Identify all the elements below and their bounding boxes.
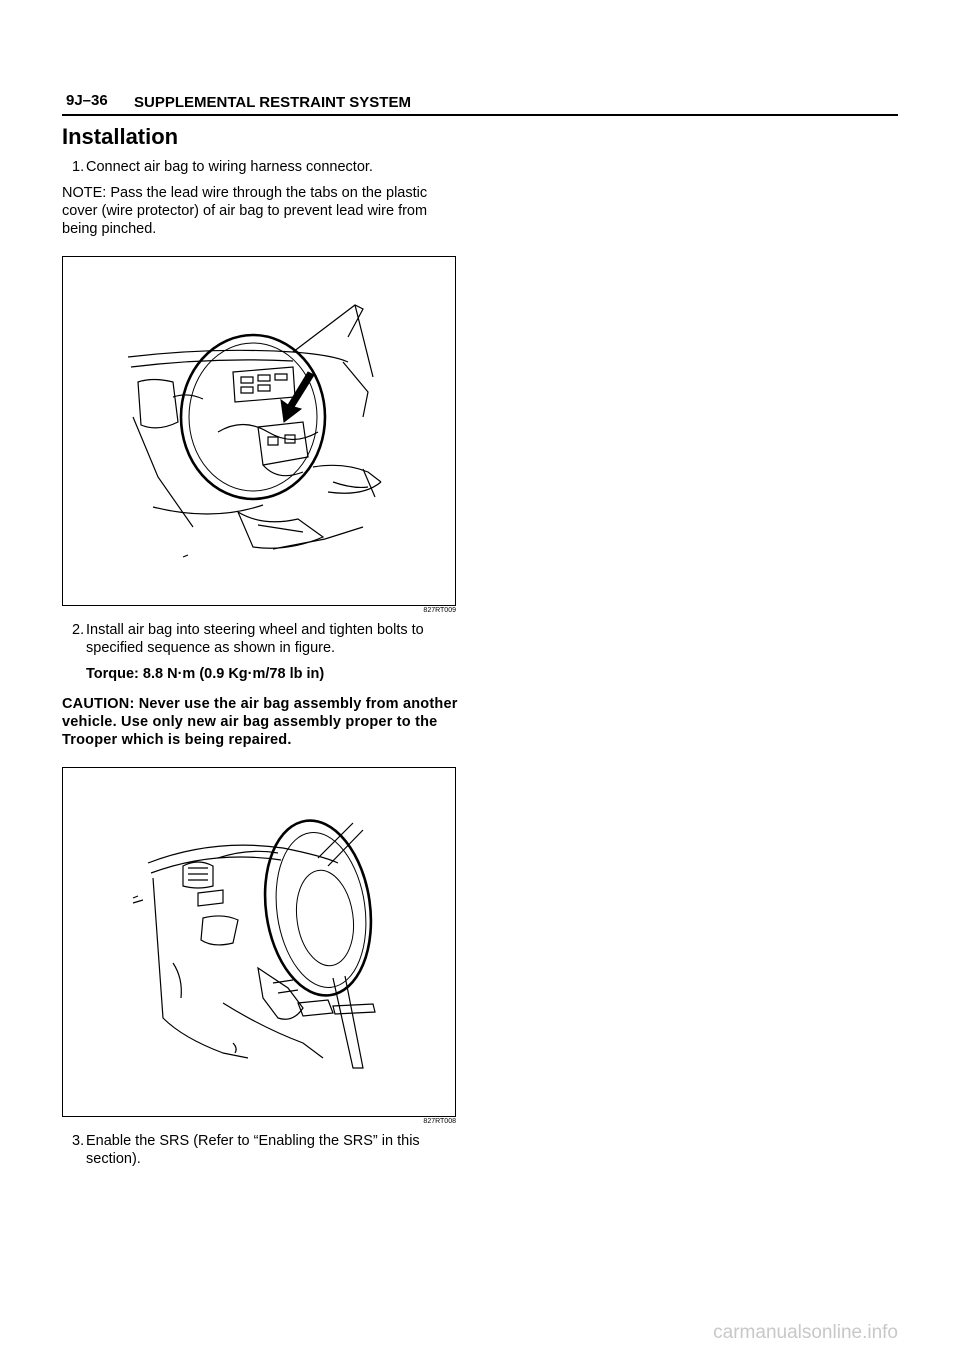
step-number: 3. <box>72 1133 85 1150</box>
caution-text: CAUTION: Never use the air bag assembly from another vehicle. Use only new air bag assembly proper to the Trooper which is being repaired. <box>62 696 458 749</box>
step-3 <box>62 1132 460 1168</box>
step-2 <box>62 621 460 657</box>
figure-airbag-install <box>62 767 456 1117</box>
main-column <box>62 124 460 1176</box>
step-1 <box>62 158 460 176</box>
step-number: 1. <box>72 159 85 176</box>
section-title: SUPPLEMENTAL RESTRAINT SYSTEM <box>134 94 411 111</box>
page-header <box>62 88 898 118</box>
step-text: Connect air bag to wiring harness connector. <box>86 159 373 176</box>
section-heading: Installation <box>62 124 179 149</box>
page-number: 9J–36 <box>66 92 108 109</box>
figure-code: 827RT008 <box>423 1118 456 1126</box>
step-text: Enable the SRS (Refer to “Enabling the SRS” in this section). <box>86 1133 420 1168</box>
figure-code: 827RT009 <box>423 607 456 615</box>
step-text: Install air bag into steering wheel and tighten bolts to specified sequence as shown in figure. <box>86 622 424 657</box>
header-rule <box>62 114 898 116</box>
watermark: carmanualsonline.info <box>713 1322 898 1343</box>
torque-spec: Torque: 8.8 N·m (0.9 Kg·m/78 lb in) <box>86 666 325 683</box>
step-number: 2. <box>72 622 85 639</box>
illustration-airbag-install <box>63 768 455 1116</box>
note-text: NOTE: Pass the lead wire through the tabs on the plastic cover (wire protector) of air bag to prevent lead wire from being pinched. <box>62 185 428 238</box>
illustration-airbag-connector <box>63 257 455 605</box>
figure-steering-wheel-connector <box>62 256 456 606</box>
